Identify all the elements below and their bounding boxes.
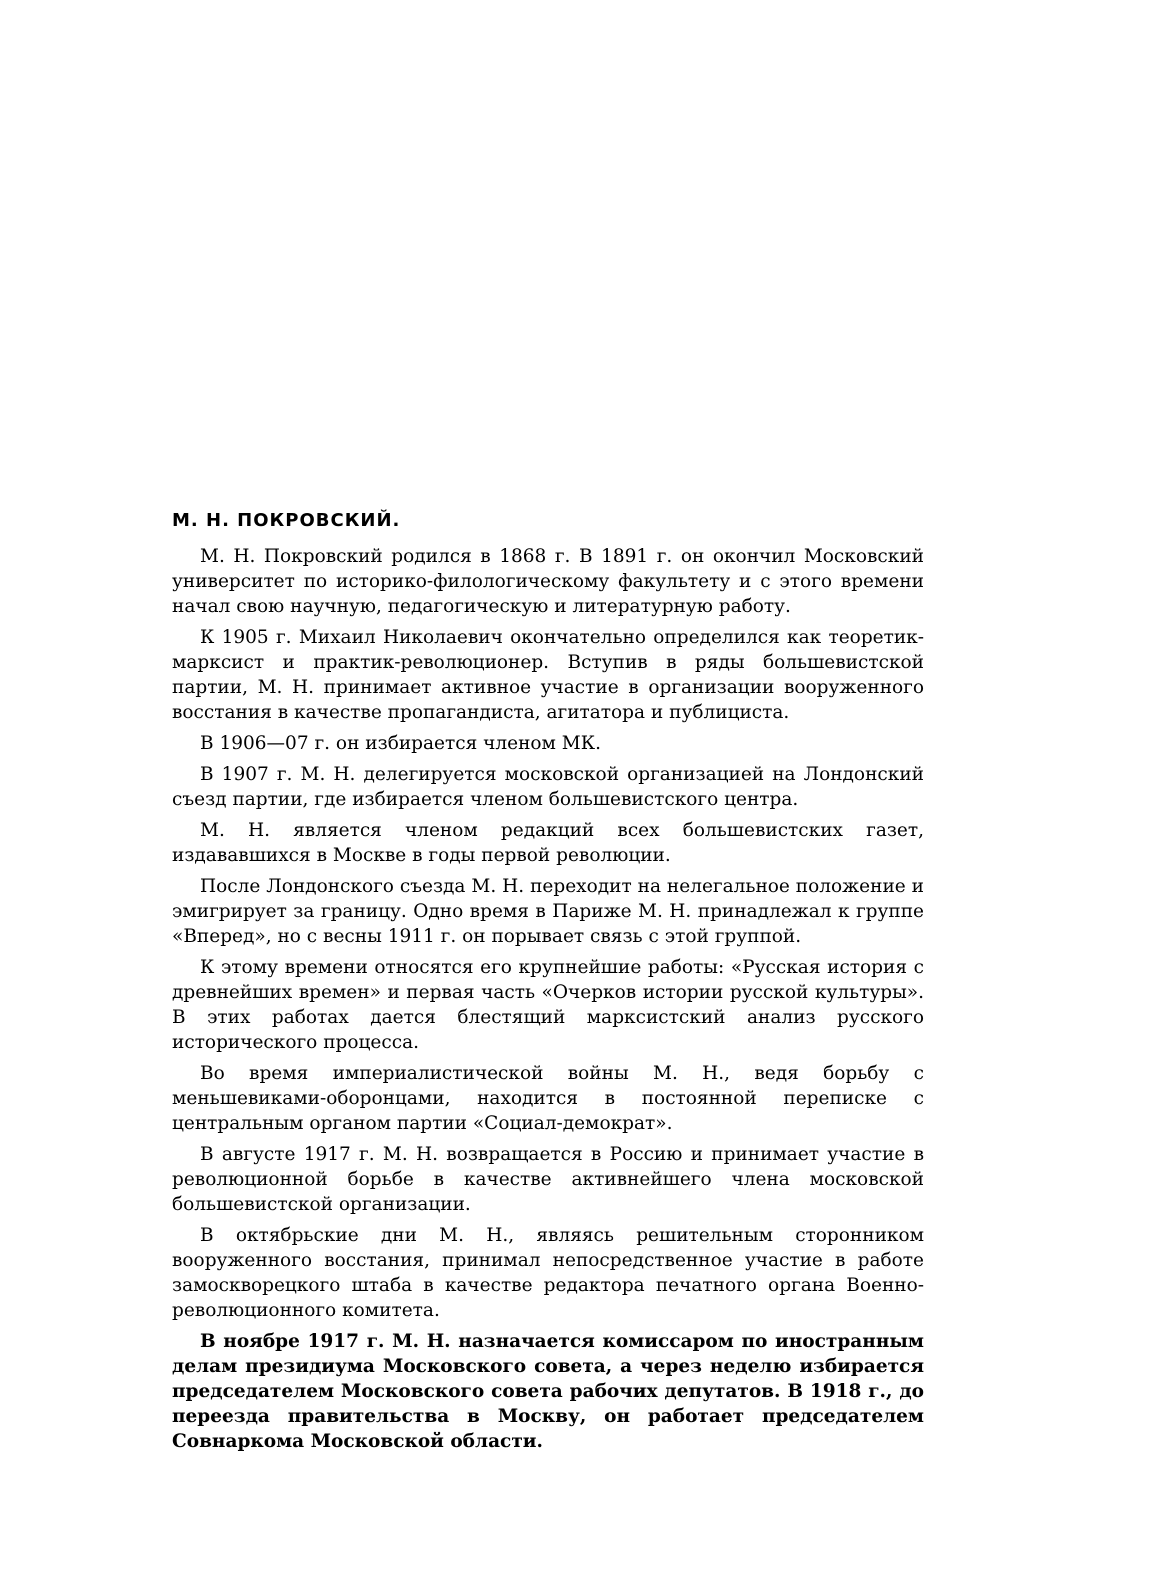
paragraph-4: В 1907 г. М. Н. делегируется московской организацией на Лондонский съезд партии, где избирается членом большевистского центра. (172, 764, 924, 810)
paragraph-6: После Лондонского съезда М. Н. переходит на нелегальное положение и эмигрирует за границу. Одно время в Париже М. Н. принадлежал к группе «Вперед», но с весны 1911 г. он порывает связь с этой группой. (172, 876, 924, 947)
paragraph-2: К 1905 г. Михаил Николаевич окончательно определился как теоретик-марксист и практик-революционер. Вступив в ряды большевистской партии, М. Н. принимает активное участие в организации вооруженного восстания в качестве пропагандиста, агитатора и публициста. (172, 627, 924, 723)
paragraph-11: В ноябре 1917 г. М. Н. назначается комиссаром по иностранным делам президиума Московского совета, а через неделю избирается председателем Московского совета рабочих депутатов. В 1918 г., до переезда правительства в Москву, он работает председателем Совнаркома Московской области. (172, 1331, 924, 1452)
paragraph-1: М. Н. Покровский родился в 1868 г. В 1891 г. он окончил Московский университет по историко-филологическому факультету и с этого времени начал свою научную, педагогическую и литературную работу. (172, 546, 924, 617)
biography-text (172, 508, 924, 1460)
paragraph-3: В 1906—07 г. он избирается членом МК. (200, 733, 601, 754)
paragraph-9: В августе 1917 г. М. Н. возвращается в Россию и принимает участие в революционной борьбе в качестве активнейшего члена московской большевистской организации. (172, 1144, 924, 1215)
paragraph-5: М. Н. является членом редакций всех большевистских газет, издававшихся в Москве в годы первой революции. (172, 820, 924, 866)
paragraph-10: В октябрьские дни М. Н., являясь решительным сторонником вооруженного восстания, принимал непосредственное участие в работе замоскворецкого штаба в качестве редактора печатного органа Военно-революционного комитета. (172, 1225, 924, 1321)
paragraph-8: Во время империалистической войны М. Н., ведя борьбу с меньшевиками-оборонцами, находится в постоянной переписке с центральным органом партии «Социал-демократ». (172, 1063, 924, 1134)
paragraph-7: К этому времени относятся его крупнейшие работы: «Русская история с древнейших времен» и первая часть «Очерков истории русской культуры». В этих работах дается блестящий марксистский анализ русского исторического процесса. (172, 957, 924, 1053)
page-title: М. Н. ПОКРОВСКИЙ. (172, 510, 401, 531)
